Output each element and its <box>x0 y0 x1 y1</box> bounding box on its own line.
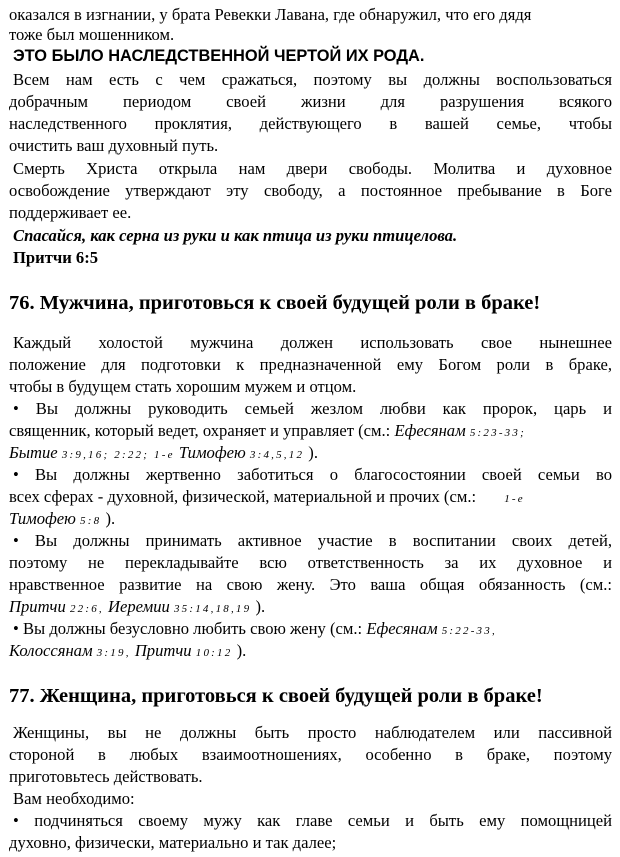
text-line: освобождение утверждают эту свободу, а постоянное пребывание в Боге <box>9 181 612 200</box>
text-line: Вам необходимо: <box>13 789 135 808</box>
bullet-line: • Вы должны безусловно любить свою жену (см.: Ефесянам 5:22-33, <box>13 619 497 638</box>
text-line: тоже был мошенником. <box>9 25 175 44</box>
text-line: Колоссянам 3:19, Притчи 10:12 ). <box>9 641 247 660</box>
text-line: Каждый холостой мужчина должен использовать свое нынешнее <box>13 333 612 352</box>
scripture-quote: Спасайся, как серна из руки и как птица из руки птицелова. <box>13 226 458 245</box>
section-heading-76: 76. Мужчина, приготовься к своей будущей роли в браке! <box>9 292 541 314</box>
text-line: Смерть Христа открыла нам двери свободы. Молитва и духовное <box>13 159 612 178</box>
text-line: нравственное развитие на свою жену. Это ваша общая обязанность (см.: <box>9 575 612 594</box>
bullet-line: • Вы должны принимать активное участие в воспитании своих детей, <box>13 531 612 550</box>
emphasis-heading: ЭТО БЫЛО НАСЛЕДСТВЕННОЙ ЧЕРТОЙ ИХ РОДА. <box>13 47 425 65</box>
bullet-line: • Вы должны руководить семьей жезлом любви как пророк, царь и <box>13 399 612 418</box>
bullet-line: • подчиняться своему мужу как главе семьи и быть ему помощницей <box>13 811 612 830</box>
text-line: Всем нам есть с чем сражаться, поэтому вы должны воспользоваться <box>13 70 612 89</box>
text-line: всех сферах - духовной, физической, материальной и прочих (см.: 1-е <box>9 487 525 506</box>
text-line: Притчи 22:6, Иеремии 35:14,18,19 ). <box>9 597 266 616</box>
section-heading-77: 77. Женщина, приготовься к своей будущей роли в браке! <box>9 685 543 707</box>
text-line: положение для подготовки к предназначенной ему Богом роли в браке, <box>9 355 612 374</box>
text-line: наследственного проклятия, действующего в вашей семье, чтобы <box>9 114 612 133</box>
scripture-reference: Притчи 6:5 <box>13 248 99 267</box>
text-line: Тимофею 5:8 ). <box>9 509 116 528</box>
text-line: духовно, физически, материально и так далее; <box>9 833 337 852</box>
text-line: оказался в изгнании, у брата Ревекки Лавана, где обнаружил, что его дядя <box>9 5 532 24</box>
text-line: священник, который ведет, охраняет и управляет (см.: Ефесянам 5:23-33; <box>9 421 526 440</box>
text-line: добрачным периодом своей жизни для разрушения всякого <box>9 92 612 111</box>
text-line: Бытие 3:9,16; 2:22; 1-е Тимофею 3:4,5,12 ). <box>9 443 318 462</box>
text-line: поддерживает ее. <box>9 203 132 222</box>
text-line: поэтому не перекладывайте всю ответственность за их духовное и <box>9 553 612 572</box>
text-line: приготовьтесь действовать. <box>9 767 203 786</box>
text-line: очистить ваш духовный путь. <box>9 136 219 155</box>
bullet-line: • Вы должны жертвенно заботиться о благосостоянии своей семьи во <box>13 465 612 484</box>
text-line: чтобы в будущем стать хорошим мужем и отцом. <box>9 377 357 396</box>
text-line: Женщины, вы не должны быть просто наблюдателем или пассивной <box>13 723 612 742</box>
text-line: стороной в любых взаимоотношениях, особенно в браке, поэтому <box>9 745 612 764</box>
